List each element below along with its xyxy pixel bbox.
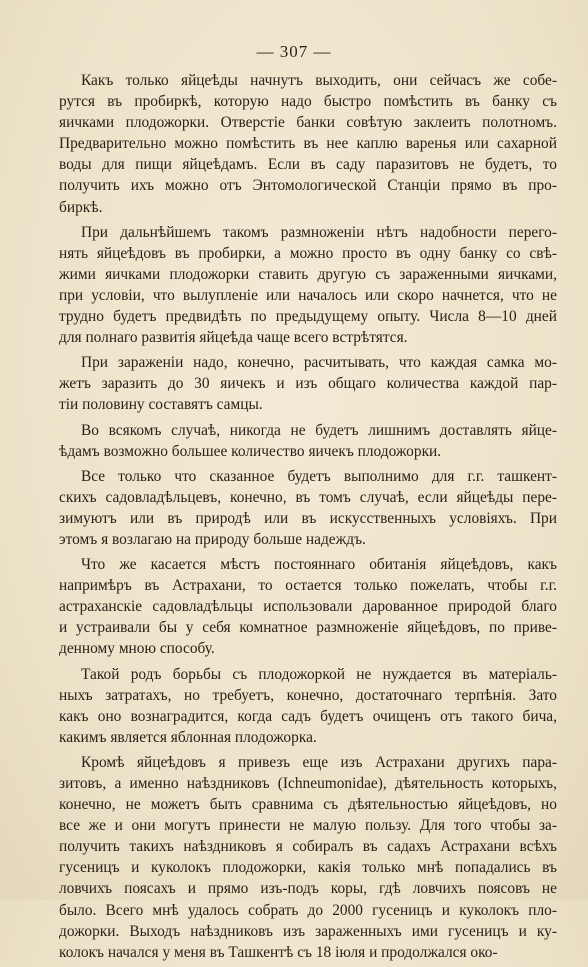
text-line: биркѣ.	[59, 198, 103, 216]
text-line: какимъ является яблонная плодожорка.	[59, 728, 317, 746]
paragraph	[59, 554, 557, 659]
text-line: было. Всего мнѣ удалось собрать до 2000 гусеницъ и куколокъ пло-	[59, 901, 557, 919]
paragraph	[59, 352, 557, 415]
paragraph	[59, 466, 557, 550]
text-line: ѣдамъ возможно большее количество яичекъ плодожорки.	[59, 442, 442, 460]
text-line: денному мною способу.	[59, 640, 215, 658]
text-line: зитовъ, а именно наѣздниковъ (Ichneumonidae), дѣятельность которыхъ,	[59, 775, 557, 792]
text-line: получить такихъ наѣздниковъ я собиралъ въ садахъ Астрахани всѣхъ	[59, 838, 557, 856]
text-line: какъ оно вознаградится, когда садъ будетъ очищенъ отъ такого бича,	[59, 707, 557, 725]
paragraph	[59, 420, 557, 462]
text-line: и устраивали бы у себя комнатное размноженіе яйцеѣдовъ, по приве-	[59, 619, 557, 637]
text-line: все же и они могутъ принести не малую пользу. Для того чтобы за-	[59, 817, 557, 835]
text-line: колокъ начался у меня въ Ташкентѣ съ 18 іюля и продолжался око-	[59, 943, 498, 961]
text-line: Во всякомъ случаѣ, никогда не будетъ лишнимъ доставлять яйце-	[81, 421, 557, 439]
text-line: при условіи, что вылупленіе или началось или скоро начнется, что не	[59, 286, 557, 304]
text-line: рутся въ пробиркѣ, которую надо быстро помѣстить въ банку съ	[59, 93, 557, 111]
text-line: получить ихъ можно отъ Энтомологической Станціи прямо въ про-	[59, 177, 557, 195]
text-line: конечно, не можетъ быть сравнима съ дѣятельностью яйцеѣдовъ, но	[59, 796, 557, 814]
text-line: трудно будетъ предвидѣть по предыдущему опыту. Числа 8—10 дней	[59, 308, 557, 326]
paragraph	[59, 664, 557, 748]
body-text	[59, 70, 557, 967]
text-line: Такой родъ борьбы съ плодожоркой не нуждается въ матеріаль-	[81, 665, 557, 683]
text-line: гусеницъ и куколокъ плодожорки, какія только мнѣ попадались въ	[59, 859, 557, 877]
text-line: зимуютъ или въ природѣ или въ искусственныхъ условіяхъ. При	[59, 509, 557, 527]
paragraph	[59, 752, 557, 963]
text-line: нять яйцеѣдовъ въ пробирки, а можно просто въ одну банку со свѣ-	[59, 244, 557, 262]
text-line: этомъ я возлагаю на природу больше надеждъ.	[59, 530, 366, 548]
text-line: для полнаго развитія яйцеѣда чаще всего встрѣтятся.	[59, 329, 408, 347]
text-line: Что же касается мѣстъ постояннаго обитанія яйцеѣдовъ, какъ	[81, 556, 557, 574]
text-line: Кромѣ яйцеѣдовъ я привезъ еще изъ Астрахани другихъ пара-	[81, 753, 557, 771]
text-line: Все только что сказанное будетъ выполнимо для г.г. ташкент-	[81, 467, 557, 485]
text-line: При зараженіи надо, конечно, расчитывать, что каждая самка мо-	[81, 354, 557, 372]
text-line: тіи половину составятъ самцы.	[59, 396, 263, 414]
text-line: скихъ садовладѣльцевъ, конечно, въ томъ случаѣ, если яйцеѣды пере-	[59, 488, 557, 506]
text-line: Предварительно можно помѣстить въ нее каплю варенья или сахарной	[59, 135, 557, 153]
text-line: астраханскіе садовладѣльцы использовали дарованное природой благо	[59, 598, 557, 616]
text-line: жими яичками плодожорки ставить другую съ зараженными яичками,	[59, 265, 557, 283]
text-line: ныхъ затратахъ, но требуетъ, конечно, достаточнаго терпѣнія. Зато	[59, 686, 557, 704]
text-line: При дальнѣйшемъ такомъ размноженіи нѣтъ надобности перего-	[81, 223, 557, 241]
text-line: напримѣръ въ Астрахани, то остается только пожелать, чтобы г.г.	[59, 577, 557, 595]
text-line: ловчихъ поясахъ и прямо изъ-подъ коры, гдѣ ловчихъ поясовъ не	[59, 880, 557, 898]
text-line: жетъ заразить до 30 яичекъ и изъ общаго количества каждой пар-	[59, 375, 557, 393]
paragraph	[59, 70, 557, 218]
text-line: дожорки. Выходъ наѣздниковъ изъ зараженныхъ ими гусеницъ и ку-	[59, 922, 557, 940]
text-line: воды для пищи яйцеѣдамъ. Если въ саду паразитовъ не будетъ, то	[59, 156, 557, 174]
text-line: яичками плодожорки. Отверстіе банки совѣтую заклеить полотномъ.	[59, 114, 557, 132]
page-number: — 307 —	[256, 42, 332, 61]
text-line: Какъ только яйцеѣды начнутъ выходить, они сейчасъ же собе-	[81, 72, 557, 89]
paragraph	[59, 222, 557, 349]
